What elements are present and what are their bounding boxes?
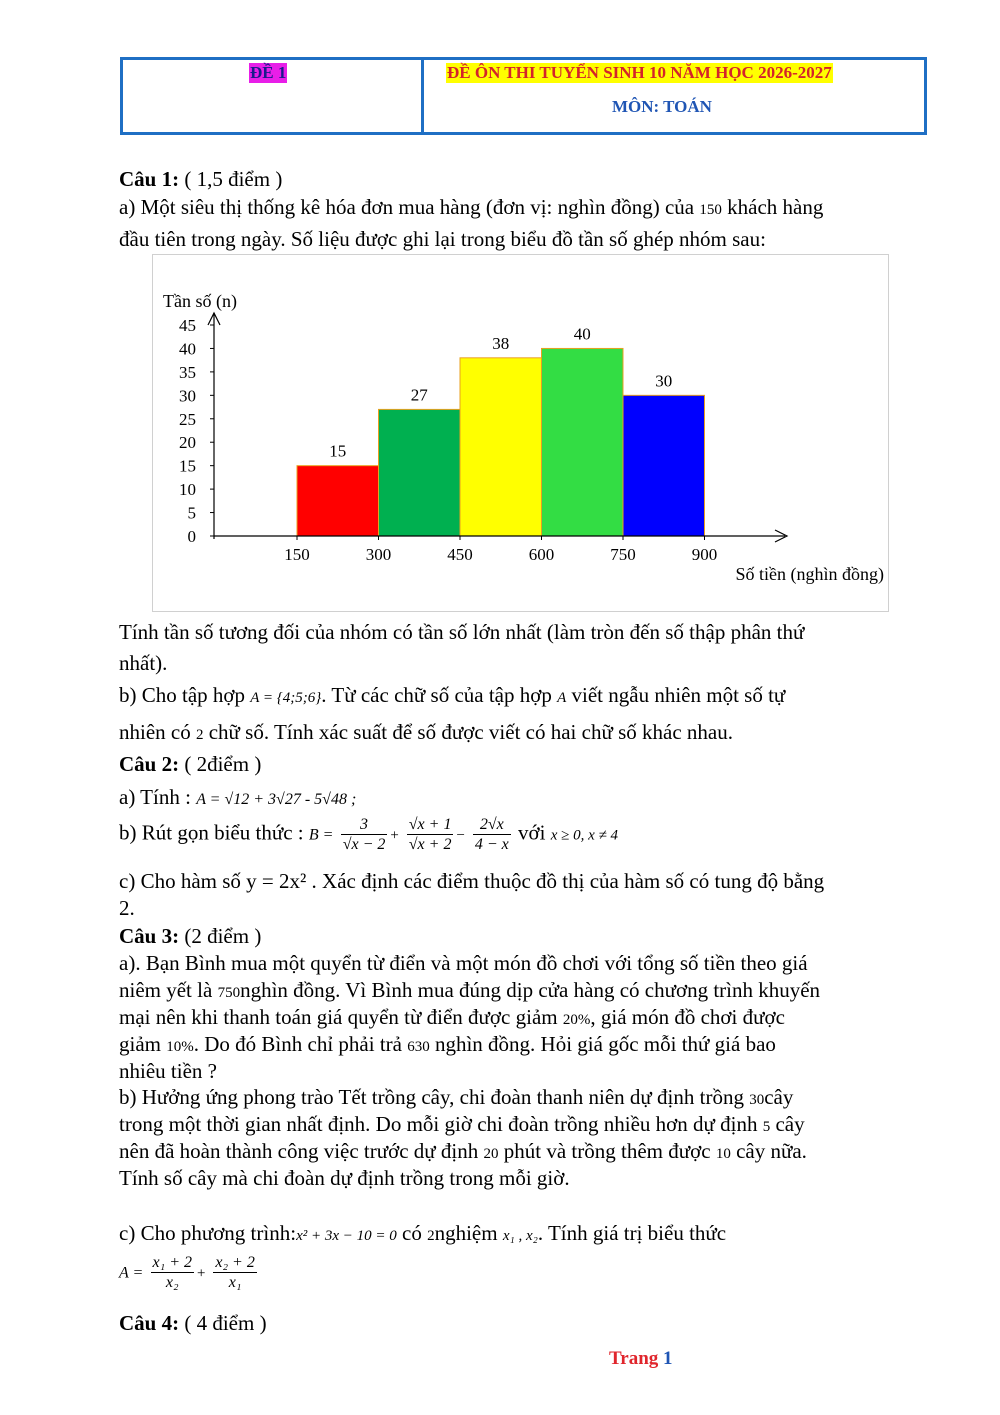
y-tick-label: 15 bbox=[179, 456, 196, 476]
fraction bbox=[213, 1253, 256, 1292]
text: nhiên có bbox=[119, 720, 196, 744]
q1a-line1 bbox=[119, 195, 823, 220]
text: nghiệm bbox=[434, 1221, 503, 1245]
denominator: √x + 2 bbox=[408, 836, 452, 854]
numerator: x₂ + 2 bbox=[213, 1253, 256, 1273]
q3b-line2 bbox=[119, 1112, 805, 1137]
q4-heading bbox=[119, 1311, 267, 1336]
text: nghìn đồng. Hỏi giá gốc mỗi thứ giá bao bbox=[429, 1032, 776, 1056]
y-tick-label: 35 bbox=[179, 362, 196, 382]
q1-title: Câu 1: bbox=[119, 167, 180, 191]
text: b) Rút gọn biểu thức : bbox=[119, 820, 309, 845]
header-divider bbox=[421, 60, 424, 132]
q3c-expression: A = $\frac{\text{x₁ + 2}}{\text{x₂}}$ + $\frac{\text{x₂ + 2}}{\text{x₁}}$ bbox=[119, 1254, 255, 1292]
page-word: Trang bbox=[609, 1348, 664, 1369]
number: 20 bbox=[483, 1146, 499, 1162]
histogram-bar bbox=[460, 358, 542, 536]
q2c-line2: 2. bbox=[119, 896, 135, 920]
q2b-line: b) Rút gọn biểu thức : B = $\frac{3}{√x - 2}$ + $\frac{√x + 1}{√x + 2}$ − $\frac{2√x}{4 - x}$ với x ≥ 0, x ≠ 4 bbox=[119, 816, 618, 854]
q3-title: Câu 3: bbox=[119, 924, 180, 948]
q1-after-chart-line2: nhất). bbox=[119, 651, 168, 675]
number: 2 bbox=[427, 1228, 435, 1244]
q1b-line2 bbox=[119, 720, 733, 745]
x-tick-label: 300 bbox=[365, 545, 392, 564]
numerator: 2√x bbox=[473, 815, 511, 835]
set-expression: A = {4;5;6} bbox=[250, 690, 322, 706]
x-tick-label: 900 bbox=[691, 545, 718, 564]
q3a-line2 bbox=[119, 978, 820, 1003]
text: c) Cho phương trình: bbox=[119, 1221, 297, 1245]
q2-points: ( 2điểm ) bbox=[179, 752, 262, 776]
q3c-line1 bbox=[119, 1221, 726, 1246]
text: b) Cho tập hợp bbox=[119, 683, 251, 707]
x-tick-label: 600 bbox=[528, 545, 555, 564]
denominator: x₁ bbox=[228, 1274, 242, 1292]
fraction bbox=[151, 1253, 194, 1292]
exam-code-label: ĐỀ 1 bbox=[250, 63, 287, 82]
y-tick-label: 25 bbox=[179, 409, 196, 429]
q3-points: (2 điểm ) bbox=[179, 924, 262, 948]
denominator: 4 − x bbox=[474, 836, 509, 854]
y-tick-label: 40 bbox=[179, 339, 196, 359]
q3a-line1: a). Bạn Bình mua một quyển từ điển và một món đồ chơi với tổng số tiền theo giá bbox=[119, 951, 808, 975]
x-axis-label: Số tiền (nghìn đồng) bbox=[735, 564, 884, 584]
numerator: x₁ + 2 bbox=[151, 1253, 194, 1273]
histogram-frame bbox=[152, 254, 889, 612]
q1b-line1 bbox=[119, 683, 785, 708]
number: 30 bbox=[749, 1092, 765, 1108]
y-tick-label: 10 bbox=[179, 480, 196, 500]
q2-title: Câu 2: bbox=[119, 752, 180, 776]
denominator: x₂ bbox=[165, 1274, 179, 1292]
text: cây bbox=[764, 1085, 794, 1109]
y-axis-label: Tần số (n) bbox=[163, 291, 237, 311]
bar-value-label: 40 bbox=[573, 324, 591, 344]
y-tick-label: 20 bbox=[179, 433, 196, 453]
number: 10 bbox=[715, 1146, 731, 1162]
x-tick-label: 750 bbox=[610, 545, 636, 564]
text: niêm yết là bbox=[119, 978, 218, 1002]
numerator: √x + 1 bbox=[407, 815, 454, 835]
text: , giá món đồ chơi được bbox=[590, 1005, 785, 1029]
exam-subject: MÔN: TOÁN bbox=[612, 97, 712, 116]
math-lhs: B = bbox=[308, 826, 334, 844]
fraction bbox=[407, 815, 454, 854]
y-tick-label: 30 bbox=[179, 386, 196, 406]
page-footer bbox=[609, 1348, 673, 1370]
number: 10% bbox=[166, 1039, 194, 1055]
text: khách hàng bbox=[721, 195, 824, 219]
fraction bbox=[341, 815, 388, 854]
text: mại nên khi thanh toán giá quyển từ điển được giảm bbox=[119, 1005, 563, 1029]
text: cây nữa. bbox=[730, 1139, 807, 1163]
text: a) Một siêu thị thống kê hóa đơn mua hàng (đơn vị: nghìn đồng) của bbox=[119, 195, 700, 219]
text: nên đã hoàn thành công việc trước dự định bbox=[119, 1139, 484, 1163]
text: . Do đó Bình chỉ phải trả bbox=[193, 1032, 408, 1056]
roots: x₁ , x₂ bbox=[502, 1228, 538, 1244]
denominator: √x − 2 bbox=[342, 836, 386, 854]
histogram-bar bbox=[297, 466, 379, 536]
q3a-line5: nhiêu tiền ? bbox=[119, 1059, 217, 1083]
math-expression: A = √12 + 3√27 - 5√48 ; bbox=[196, 791, 357, 808]
text: . Từ các chữ số của tập hợp bbox=[321, 683, 558, 707]
text: có bbox=[396, 1221, 428, 1245]
x-tick-label: 150 bbox=[284, 545, 310, 564]
number: 630 bbox=[407, 1039, 430, 1055]
text: giảm bbox=[119, 1032, 167, 1056]
number: 5 bbox=[762, 1119, 771, 1135]
histogram-bar bbox=[542, 348, 624, 536]
q4-title: Câu 4: bbox=[119, 1311, 180, 1335]
number: 750 bbox=[217, 985, 241, 1001]
q3a-line4 bbox=[119, 1032, 776, 1057]
q1a-line2: đầu tiên trong ngày. Số liệu được ghi lại trong biểu đồ tần số ghép nhóm sau: bbox=[119, 227, 766, 251]
bar-value-label: 30 bbox=[655, 371, 673, 391]
number: 150 bbox=[699, 202, 722, 218]
histogram-bar bbox=[623, 395, 705, 536]
number: 2 bbox=[195, 727, 204, 743]
q3b-line1 bbox=[119, 1085, 793, 1110]
equation: x² + 3x − 10 = 0 bbox=[296, 1228, 397, 1244]
q1-after-chart-line1: Tính tần số tương đối của nhóm có tần số lớn nhất (làm tròn đến số thập phân thứ bbox=[119, 620, 805, 644]
q3-heading bbox=[119, 924, 261, 949]
bar-value-label: 27 bbox=[410, 385, 428, 405]
fraction bbox=[473, 815, 511, 854]
text: với bbox=[512, 820, 551, 845]
q1-points: ( 1,5 điểm ) bbox=[179, 167, 283, 191]
text: . Tính giá trị biểu thức bbox=[537, 1221, 727, 1245]
text: cây bbox=[770, 1112, 805, 1136]
number: 20% bbox=[562, 1012, 591, 1028]
text: viết ngẫu nhiên một số tự bbox=[566, 683, 786, 707]
y-tick-label: 0 bbox=[187, 527, 196, 546]
condition: x ≥ 0, x ≠ 4 bbox=[550, 827, 618, 844]
math-lhs: A = bbox=[119, 1264, 144, 1282]
q3b-line3 bbox=[119, 1139, 807, 1164]
text: chữ số. Tính xác suất để số được viết có hai chữ số khác nhau. bbox=[203, 720, 733, 744]
y-tick-label: 45 bbox=[179, 316, 196, 335]
q2a-line bbox=[119, 785, 356, 810]
text: phút và trồng thêm được bbox=[498, 1139, 716, 1163]
text: trong một thời gian nhất định. Do mỗi giờ chi đoàn trồng nhiều hơn dự định bbox=[119, 1112, 763, 1136]
q2c-line1: c) Cho hàm số y = 2x² . Xác định các điểm thuộc đồ thị của hàm số có tung độ bằng bbox=[119, 869, 825, 893]
bar-value-label: 38 bbox=[492, 333, 510, 353]
histogram-bar bbox=[379, 409, 461, 536]
y-tick-label: 5 bbox=[187, 503, 196, 523]
x-tick-label: 450 bbox=[447, 545, 473, 564]
bar-value-label: 15 bbox=[329, 441, 347, 461]
text: a) Tính : bbox=[119, 785, 197, 809]
text: nghìn đồng. Vì Bình mua đúng dịp cửa hàng có chương trình khuyến bbox=[240, 978, 821, 1002]
set-name: A bbox=[557, 690, 567, 706]
q2-heading bbox=[119, 752, 261, 777]
page-number: 1 bbox=[663, 1348, 673, 1369]
q4-points: ( 4 điểm ) bbox=[179, 1311, 267, 1335]
exam-title: ĐỀ ÔN THI TUYỂN SINH 10 NĂM HỌC 2026-2027 bbox=[447, 63, 832, 82]
q3a-line3 bbox=[119, 1005, 785, 1030]
q1-heading bbox=[119, 167, 282, 192]
frequency-histogram bbox=[153, 255, 888, 611]
numerator: 3 bbox=[341, 815, 388, 835]
text: b) Hưởng ứng phong trào Tết trồng cây, chi đoàn thanh niên dự định trồng bbox=[119, 1085, 750, 1109]
q3b-line4: Tính số cây mà chi đoàn dự định trồng trong mỗi giờ. bbox=[119, 1166, 570, 1190]
